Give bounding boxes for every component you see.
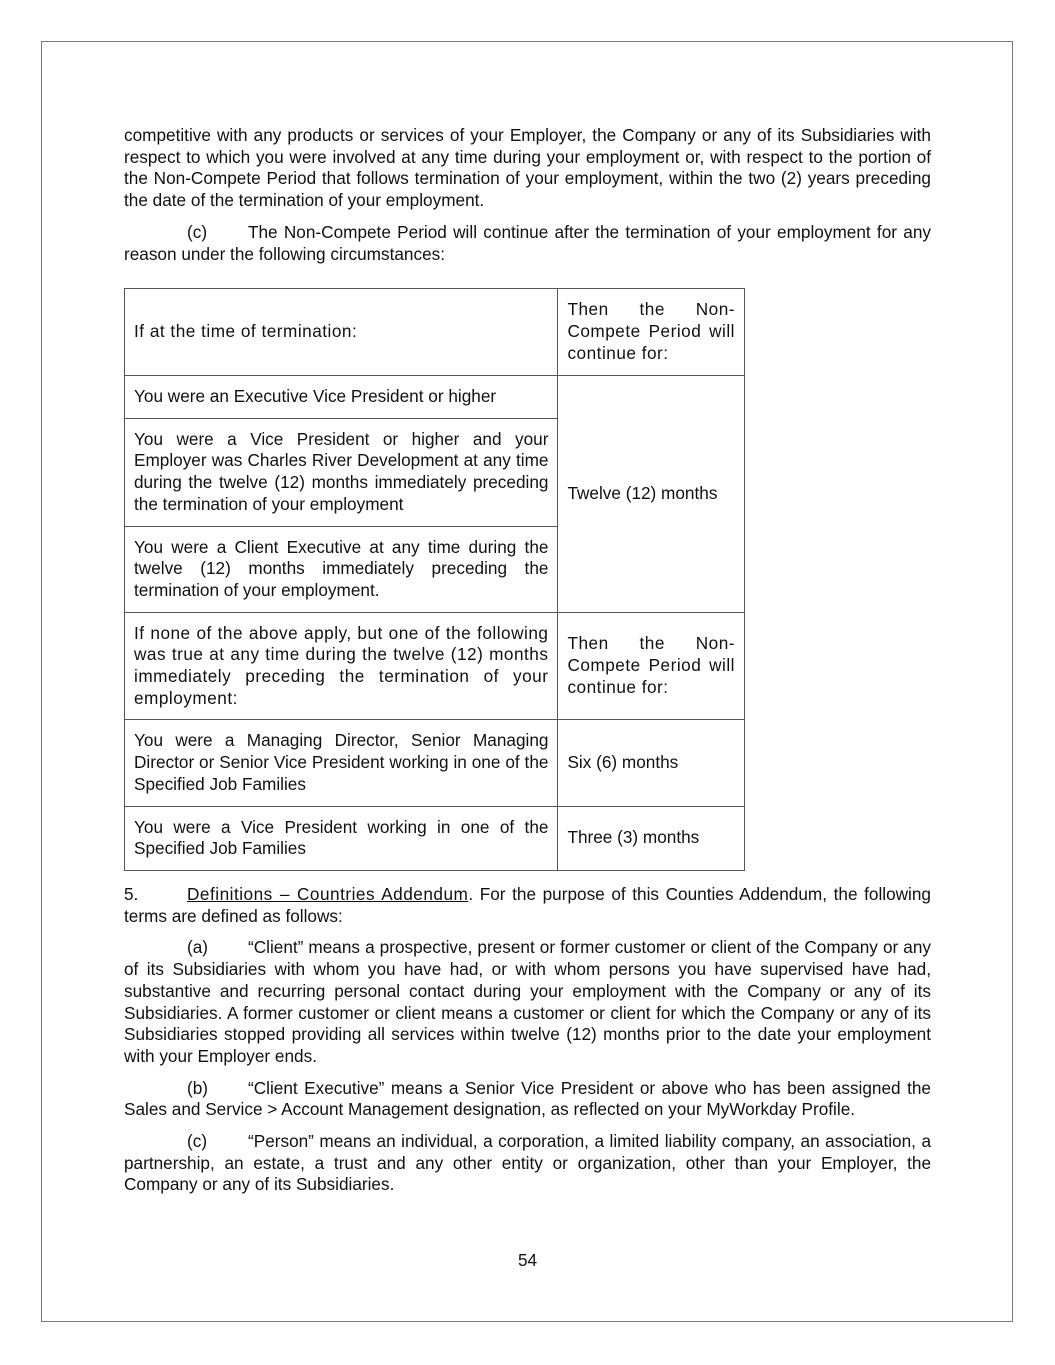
definition-text: “Client” means a prospective, present or former customer or client of the Company or any of its Subsidiaries with whom you have had, or with whom persons you have supervised have had, substantive and recurring personal contact during your employment with the Company or any of its Subsidiaries. A former customer or client means a customer or client for which the Company or any of its Subsidiaries stopped providing all services within twelve (12) months prior to the date your employment with your Employer ends. <box>124 937 931 1066</box>
definition-client-executive <box>124 1078 931 1121</box>
paragraph-label: (a) <box>187 937 209 958</box>
paragraph-continuation: competitive with any products or services of your Employer, the Company or any of its Subsidiaries with respect to which you were involved at any time during your employment or, with respect to the portion of the Non-Compete Period that follows termination of your employment, within the two (2) years preceding the date of the termination of your employment. <box>124 125 931 211</box>
definition-text: “Person” means an individual, a corporation, a limited liability company, an association, a partnership, an estate, a trust and any other entity or organization, other than your Employer, the Company or any of its Subsidiaries. <box>124 1131 931 1195</box>
section-5 <box>124 884 931 1196</box>
section-5-intro <box>124 884 931 927</box>
table-cell-condition: You were a Client Executive at any time during the twelve (12) months immediately preceding the termination of your employment. <box>125 526 558 612</box>
definition-client <box>124 937 931 1067</box>
table-header-duration: Then the Non-Compete Period will continue for: <box>558 289 745 376</box>
table-subheader-duration: Then the Non-Compete Period will continue for: <box>558 612 745 720</box>
paragraph-label: (c) <box>187 1131 208 1152</box>
table-cell-condition: You were a Vice President or higher and your Employer was Charles River Development at any time during the twelve (12) months immediately preceding the termination of your employment <box>125 418 558 526</box>
section-number: 5. <box>124 884 139 904</box>
table-subheader-row <box>125 612 745 720</box>
table-header-row <box>125 289 745 376</box>
document-body <box>124 125 931 265</box>
table-cell-duration: Six (6) months <box>558 720 745 806</box>
paragraph-label: (c) <box>187 221 208 242</box>
definition-text: “Client Executive” means a Senior Vice President or above who has been assigned the Sales and Service > Account Management designation, as reflected on your MyWorkday Profile. <box>124 1077 931 1120</box>
table-cell-condition: You were an Executive Vice President or higher <box>125 376 558 419</box>
page-number: 54 <box>517 1250 538 1270</box>
table-cell-condition: You were a Managing Director, Senior Managing Director or Senior Vice President working in one of the Specified Job Families <box>125 720 558 806</box>
table-row <box>125 376 745 419</box>
definition-person <box>124 1131 931 1196</box>
section-heading: Definitions – Countries Addendum <box>187 884 469 904</box>
table-wrapper <box>0 276 1055 871</box>
section-intro-text: . For the purpose of this Counties Addendum, the following terms are defined as follows: <box>124 884 931 926</box>
paragraph-label: (b) <box>187 1077 209 1098</box>
table-cell-duration: Three (3) months <box>558 806 745 870</box>
non-compete-table <box>124 288 745 871</box>
table-cell-duration: Twelve (12) months <box>558 376 745 613</box>
paragraph-text: The Non-Compete Period will continue after the termination of your employment for any reason under the following circumstances: <box>124 221 931 264</box>
paragraph-c-non-compete <box>124 222 931 265</box>
table-row <box>125 806 745 870</box>
table-cell-condition: You were a Vice President working in one of the Specified Job Families <box>125 806 558 870</box>
table-header-condition: If at the time of termination: <box>125 289 558 376</box>
table-subheader-condition: If none of the above apply, but one of the following was true at any time during the twelve (12) months immediately preceding the termination of your employment: <box>125 612 558 720</box>
table-row <box>125 720 745 806</box>
